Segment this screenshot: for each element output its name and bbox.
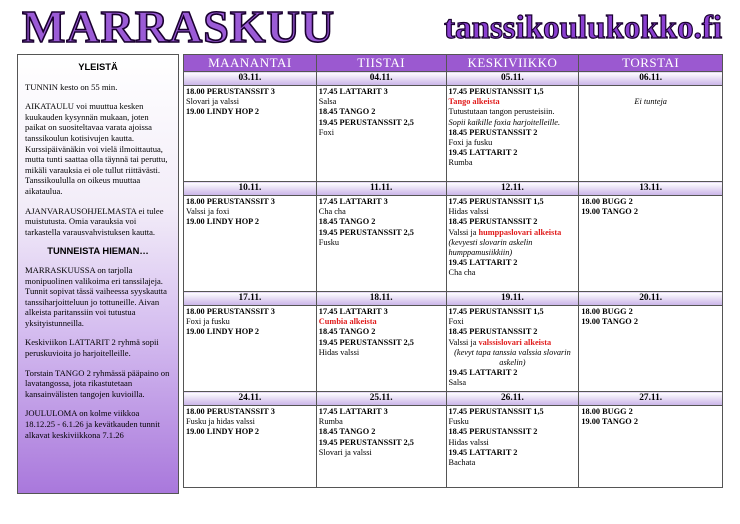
class-note: Sopii kaikille foxia harjoitelleille. [448,117,561,127]
class-cell [184,196,317,292]
day-header-monday: MAANANTAI [184,55,317,72]
day-header-tuesday: TIISTAI [316,55,446,72]
sidebar-text: Torstain TANGO 2 ryhmässä pääpaino on lavatangossa, jota rikastutetaan kansainvälisten tangojen kuvioilla. [25,367,170,399]
class-cell [316,306,446,392]
weekday-header-row [184,55,723,72]
class-topic: Valssi ja [448,337,479,347]
sidebar-heading-general: YLEISTÄ [78,61,118,72]
date-row [184,292,723,306]
class-time: 19.00 LINDY HOP 2 [186,217,259,227]
class-highlight: Tango alkeista [448,97,500,107]
class-time: 18.00 PERUSTANSSIT 3 [186,87,275,96]
class-topic: Hidas valssi [448,207,489,217]
class-topic: Foxi ja fusku [448,138,493,148]
class-time: 19.45 PERUSTANSSIT 2,5 [318,437,414,447]
sidebar-text: TUNNIN kesto on 55 min. [25,81,118,92]
class-time: 18.45 PERUSTANSSIT 2 [448,217,538,227]
class-time: 19.45 PERUSTANSSIT 2,5 [318,337,414,347]
date-cell: 17.11. [184,292,317,306]
site-title: tanssikoulukokko.fi [444,10,722,46]
class-time: 17.45 LATTARIT 3 [318,307,388,316]
day-header-wednesday: KESKIVIIKKO [446,55,579,72]
sidebar-text: Keskiviikon LATTARIT 2 ryhmä sopii peruskuvioita jo harjoitelleille. [25,337,159,359]
class-cell [316,86,446,182]
class-time: 18.45 PERUSTANSSIT 2 [448,127,538,137]
class-time: 18.45 PERUSTANSSIT 2 [448,327,538,337]
class-topic: Rumba [318,417,343,427]
class-topic: Fusku [448,417,469,427]
sidebar-text: MARRASKUUSSA on tarjolla monipuolinen valikoima eri tanssilajeja. Tunnit sopivat tässä vaiheessa syyskautta tanssiharjoitteluun jo tottuneille. Aivan alkeista paritanssiin voi tutustua yksityistunneilla. [25,264,167,328]
class-cell [579,196,723,292]
date-row [184,392,723,406]
class-description [449,338,577,348]
class-row [184,406,723,488]
class-time: 19.00 TANGO 2 [581,417,638,427]
class-cell [184,306,317,392]
class-time: 19.00 LINDY HOP 2 [186,107,259,117]
day-header-thursday: TORSTAI [579,55,723,72]
class-cell [579,406,723,488]
class-time: 18.45 PERUSTANSSIT 2 [448,427,538,437]
class-time: 17.45 PERUSTANSSIT 1,5 [448,197,544,206]
class-time: 18.00 PERUSTANSSIT 3 [186,307,275,316]
class-time: 18.45 TANGO 2 [318,107,376,117]
date-cell: 20.11. [579,292,723,306]
date-cell: 10.11. [184,182,317,196]
class-highlight: Cumbia alkeista [318,317,377,327]
class-topic: Slovari ja valssi [186,97,240,107]
class-cell [446,86,579,182]
class-time: 19.45 LATTARIT 2 [448,368,518,378]
class-topic: Fusku [318,237,340,247]
class-note: (kevyt tapa tanssia valssia slovarin askelin) [454,347,571,368]
class-cell [446,306,579,392]
date-cell: 03.11. [184,72,317,86]
class-time: 17.45 PERUSTANSSIT 1,5 [448,407,544,416]
date-cell: 11.11. [316,182,446,196]
class-topic: Tutustutaan tangon perusteisiin. [448,107,555,117]
class-row [184,306,723,392]
class-topic: Foxi [318,127,335,137]
class-cell [579,306,723,392]
class-topic: Cha cha [318,207,346,217]
class-time: 17.45 PERUSTANSSIT 1,5 [448,307,544,316]
class-row [184,86,723,182]
class-topic: Slovari ja valssi [318,447,372,457]
date-cell: 06.11. [579,72,723,86]
class-row [184,196,723,292]
date-cell: 24.11. [184,392,317,406]
class-time: 18.45 TANGO 2 [318,217,376,227]
schedule-table [183,54,723,488]
class-topic: Hidas valssi [318,347,360,357]
class-time: 18.00 BUGG 2 [581,197,633,206]
date-cell: 18.11. [316,292,446,306]
class-time: 19.45 LATTARIT 2 [448,447,518,457]
class-time: 17.45 LATTARIT 3 [318,87,388,96]
date-row [184,72,723,86]
date-cell: 25.11. [316,392,446,406]
class-cell [579,86,723,182]
class-note: Ei tunteja [634,97,667,106]
class-time: 19.00 TANGO 2 [581,207,638,217]
class-topic: Valssi ja [448,227,479,237]
class-topic: Salsa [448,378,467,388]
info-sidebar [17,54,179,494]
class-time: 18.00 PERUSTANSSIT 3 [186,197,275,206]
class-time: 17.45 LATTARIT 3 [318,407,388,416]
class-time: 18.45 TANGO 2 [318,327,376,337]
sidebar-heading-lessons: TUNNEISTA HIEMAN… [47,245,149,257]
sidebar-text: JOULULOMA on kolme viikkoa 18.12.25 - 6.1.26 ja kevätkauden tunnit alkavat keskiviikkona 7.1.26 [25,408,160,440]
class-topic: Valssi ja foxi [186,207,230,217]
class-time: 18.00 BUGG 2 [581,407,633,416]
class-cell [446,196,579,292]
date-cell: 26.11. [446,392,579,406]
date-cell: 13.11. [579,182,723,196]
sidebar-text: AJANVARAUSOHJELMASTA ei tulee muistutusta. Omia varauksia voi tarkastella varausvahvistuksen kautta. [25,205,164,237]
date-row [184,182,723,196]
class-time: 18.00 PERUSTANSSIT 3 [186,407,275,416]
class-time: 19.45 PERUSTANSSIT 2,5 [318,227,414,237]
class-time: 19.45 PERUSTANSSIT 2,5 [318,117,414,127]
class-topic: Fusku ja hidas valssi [186,417,255,427]
class-topic: Foxi [448,317,464,327]
class-time: 18.00 BUGG 2 [581,307,633,316]
date-cell: 04.11. [316,72,446,86]
class-highlight: valssislovari alkeista [478,337,552,347]
class-cell [316,196,446,292]
class-cell [316,406,446,488]
class-topic: Hidas valssi [448,437,489,447]
class-time: 19.45 LATTARIT 2 [448,258,518,268]
date-cell: 27.11. [579,392,723,406]
class-note: (kevyesti slovarin askelin humppamusiikkiin) [448,237,533,258]
class-topic: Salsa [318,97,337,107]
class-time: 19.00 TANGO 2 [581,317,638,327]
class-topic: Rumba [448,158,473,168]
class-time: 19.00 LINDY HOP 2 [186,427,259,437]
class-highlight: humppaslovari alkeista [478,227,562,237]
class-time: 18.45 TANGO 2 [318,427,376,437]
date-cell: 12.11. [446,182,579,196]
class-description [449,228,577,259]
class-cell [446,406,579,488]
date-cell: 05.11. [446,72,579,86]
class-time: 19.45 LATTARIT 2 [448,148,518,158]
class-topic: Cha cha [448,268,476,278]
class-time: 19.00 LINDY HOP 2 [186,327,259,337]
class-time: 17.45 LATTARIT 3 [318,197,388,206]
class-time: 17.45 PERUSTANSSIT 1,5 [448,87,544,96]
page-title: MARRASKUU [22,1,336,52]
class-cell [184,86,317,182]
class-topic: Bachata [448,458,476,468]
class-cell [184,406,317,488]
class-topic: Foxi ja fusku [186,317,230,327]
sidebar-text: AIKATAULU voi muuttua kesken kuukauden kysynnän mukaan, joten paikat on suositeltavaa varata ajoissa tanssikoulun kotisivujen kautta. Kurssipäivänäkin voi vielä ilmoittautua, mutta tunti saattaa olla täynnä tai peruttu, mikäli varauksia ei ole tullut riittävästi. Tanssikoululla on oikeus muuttaa aikataulua. [25,101,168,196]
date-cell: 19.11. [446,292,579,306]
